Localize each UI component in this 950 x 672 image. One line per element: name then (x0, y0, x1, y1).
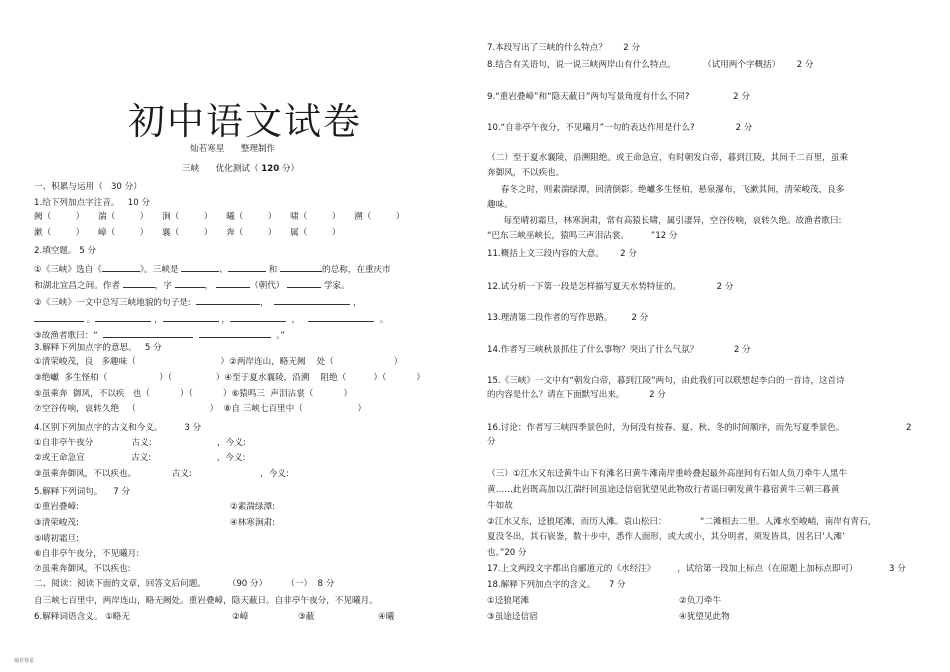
fill-line-3: ②《三峡》一文中总写三峡地貌的句子是: ， ， (34, 298, 362, 308)
passage-three-line-2: 黄……此岩既高加以江湍纡回虽途迳信宿犹望见此物故行者谣曰朝发黄牛暮宿黄牛三朝三暮黄 (487, 485, 840, 495)
passage-two-line-6: “巴东三峡巫峡长，猿鸣三声泪沾裳。 ”12 分 (487, 231, 678, 241)
question-18-item-2: ②负刀牵牛 (679, 596, 722, 606)
pinyin-row-2: 漱（ ） 嶂（ ） 襄（ ） 奔（ ） 属（ ） (34, 228, 341, 238)
fill-line-4: 。 ， ， ， 。 (34, 313, 388, 325)
answer-blank[interactable] (123, 279, 155, 288)
answer-blank[interactable] (102, 263, 140, 272)
passage-two-line-1: （二）至于夏水襄陵，沿溯阻绝。或王命急宣，有时朝发白帝，暮到江陵，其间千二百里，虽乘 (487, 153, 848, 163)
question-12: 12.试分析一下第一段是怎样描写夏天水势特征的。 2 分 (487, 282, 734, 292)
passage-two-line-4: 趣味。 (487, 200, 513, 210)
question-5-item-2: ②素湍绿潭: (230, 502, 275, 512)
question-8: 8.结合有关语句，说一说三峡两岸山有什么特点。 （试用两个字概括） 2 分 (487, 60, 814, 70)
question-18-item-4: ④犹望见此物 (679, 612, 730, 622)
answer-blank[interactable] (196, 296, 260, 305)
question-5-item-7: ⑦虽乘奔御风，不以疾也: (34, 564, 131, 574)
question-4-row-2: ②或王命急宣 古义: ，今义: (34, 453, 246, 463)
section-two-heading: 二、阅读：阅读下面的文章，回答文后问题。 （90 分） （一） 8 分 (34, 579, 335, 589)
subtitle (182, 165, 299, 174)
passage-three-line-6: 也。”20 分 (487, 548, 527, 558)
answer-blank[interactable] (163, 313, 219, 322)
question-10: 10.“自非亭午夜分，不见曦月”一句的表达作用是什么? 2 分 (487, 123, 753, 133)
answer-blank[interactable] (280, 263, 322, 272)
question-3-row-4: ⑦空谷传响，哀转久绝 （ ） ⑧自 三峡七百里中（ ） (34, 404, 367, 414)
answer-blank[interactable] (308, 313, 374, 322)
question-6-item-1: 6.解释词语含义。 ①略无 (34, 612, 130, 622)
passage-two-line-3: 春冬之时，则素湍绿潭，回清倒影。绝巘多生怪柏，悬泉瀑布，飞漱其间，清荣峻茂，良多 (487, 185, 845, 195)
section-one-heading: 一、积累与运用（ 30 分） (34, 182, 142, 192)
answer-blank[interactable] (274, 296, 350, 305)
question-13: 13.理清第二段作者的写作思路。 2 分 (487, 313, 649, 323)
answer-blank[interactable] (181, 263, 219, 272)
question-6-item-2: ②嶂 (232, 612, 249, 622)
question-3-row-2: ③绝巘 多生怪柏（ ）（ ）④至于夏水襄陵，沿溯 阻绝（ ）（ ） (34, 373, 426, 383)
passage-two-line-2: 奔御风，不以疾也。 (487, 168, 565, 178)
fill-line-1: ①《三峡》选自《 》。三峡是 、 和 的总称，在重庆市 (34, 265, 391, 275)
question-6-item-3: ③蔽 (298, 612, 315, 622)
question-5-item-4: ④林寒涧肃: (230, 518, 275, 528)
subtitle-pre: 三峡 优化测试（ (182, 164, 262, 174)
question-11: 11.概括上文三段内容的大意。 2 分 (487, 249, 637, 259)
question-18-item-1: ①迳狼尾滩 (487, 596, 530, 606)
question-16-line-2: 分 (487, 437, 496, 447)
question-3-row-3: ⑤虽乘奔 御风，不以疾 也（ ）（ ）⑥猿鸣三 声泪沾裳（ ） (34, 389, 353, 399)
question-18-item-3: ③虽途迳信宿 (487, 612, 538, 622)
answer-blank[interactable] (216, 279, 250, 288)
question-4-row-1: ①自非亭午夜分 古义: ，今义: (34, 438, 246, 448)
question-4-row-3: ③虽乘奔御风，不以疾也。 古义: ，今义: (34, 469, 289, 479)
question-5-item-5: ⑤晴初霜旦: (34, 534, 79, 544)
question-16-line-1: 16.讨论：作者写三峡四季景色时，为何没有按春、夏、秋、冬的时间顺序，而先写夏季景色。 (487, 423, 845, 433)
question-5-item-3: ③清荣峻茂: (34, 518, 79, 528)
answer-blank[interactable] (287, 279, 321, 288)
fill-line-5: ③故渔者歌曰：“ 。” (34, 331, 285, 341)
question-4: 4.区别下列加点字的古义和今义。 3 分 (34, 423, 202, 433)
question-1: 1.给下列加点字注音。 10 分 (34, 198, 150, 208)
question-6-item-4: ④曦 (378, 612, 395, 622)
question-17-score: 3 分 (889, 564, 906, 574)
page-title: 初中语文试卷 (128, 100, 362, 143)
passage-three-line-5: 夏没冬出，其石嵚崟，数十步中，悉作人面形，或大或小，其分明者，须发皆具，因名曰‘人滩’ (487, 532, 845, 542)
answer-blank[interactable] (95, 313, 151, 322)
question-5-item-1: ①重岩叠嶂: (34, 502, 79, 512)
question-7: 7.本段写出了三峡的什么特点？ 2 分 (487, 43, 641, 53)
fill-line-2: 和湖北宜昌之间。作者 ，字 ， （朝代） 学家。 (34, 281, 350, 291)
subtitle-post: 分） (279, 164, 300, 174)
footer-watermark: 灿若寒星 (14, 658, 35, 664)
answer-blank[interactable] (230, 313, 286, 322)
passage-three-line-4a: ②江水又东，迳狼尾滩，而历人滩。袁山松曰： (487, 517, 667, 527)
answer-blank[interactable] (228, 263, 266, 272)
passage-three-line-4b: “二滩相去二里。人滩水至峻峭，南岸有青石， (700, 517, 877, 527)
question-17: 17.上文两段文字都出自郦道元的《水经注》 ，试给第一段加上标点（在原题上加标点即可） (487, 564, 858, 574)
question-9: 9.“重岩叠嶂”和“隐天蔽日”两句写景角度有什么不同? 2 分 (487, 92, 750, 102)
subtitle-score: 120 (261, 164, 280, 174)
answer-blank[interactable] (34, 313, 84, 322)
answer-blank[interactable] (103, 329, 193, 338)
question-16-score: 2 (906, 423, 912, 433)
question-5: 5.解释下列词句。 7 分 (34, 487, 131, 497)
question-15-line-2: 的内容是什么？请在下面默写出来。 2 分 (487, 390, 666, 400)
pinyin-row-1: 阙（ ） 湍（ ） 涧（ ） 曦（ ） 啸（ ） 溯（ ） (34, 212, 405, 222)
question-18: 18.解释下列加点字的含义。 7 分 (487, 580, 626, 590)
passage-two-line-5: 每至晴初霜旦，林寒涧肃，常有高猿长啸，属引凄异，空谷传响，哀转久绝。故渔者歌曰: (487, 216, 842, 226)
passage-three-line-3: 牛如故 (487, 501, 513, 511)
answer-blank[interactable] (199, 329, 271, 338)
question-2: 2.填空题。 5 分 (34, 246, 97, 256)
author-line: 灿若寒星 整理制作 (190, 144, 276, 154)
answer-blank[interactable] (175, 279, 205, 288)
passage-one: 自三峡七百里中，两岸连山，略无阙处。重岩叠嶂，隐天蔽日。自非亭午夜分，不见曦月。 (34, 596, 378, 606)
question-5-item-6: ⑥自非亭午夜分，不见曦月: (34, 549, 140, 559)
question-15-line-1: 15.《三峡》一文中有“朝发白帝，暮到江陵”两句，由此我们可以联想起李白的一首诗，这首诗 (487, 376, 845, 386)
question-14: 14.作者写三峡秋景抓住了什么事物？突出了什么气氛？ 2 分 (487, 345, 751, 355)
question-3: 3.解释下列加点字的意思。 5 分 (34, 343, 162, 353)
passage-three-line-1: （三）①江水又东迳黄牛山下有滩名曰黄牛滩南岸重岭叠起最外高崖间有石如人负刀牵牛人黑牛 (487, 469, 848, 479)
question-3-row-1: ①清荣峻茂，良 多趣味（ ）②两岸连山，略无阙 处（ ） (34, 357, 403, 367)
